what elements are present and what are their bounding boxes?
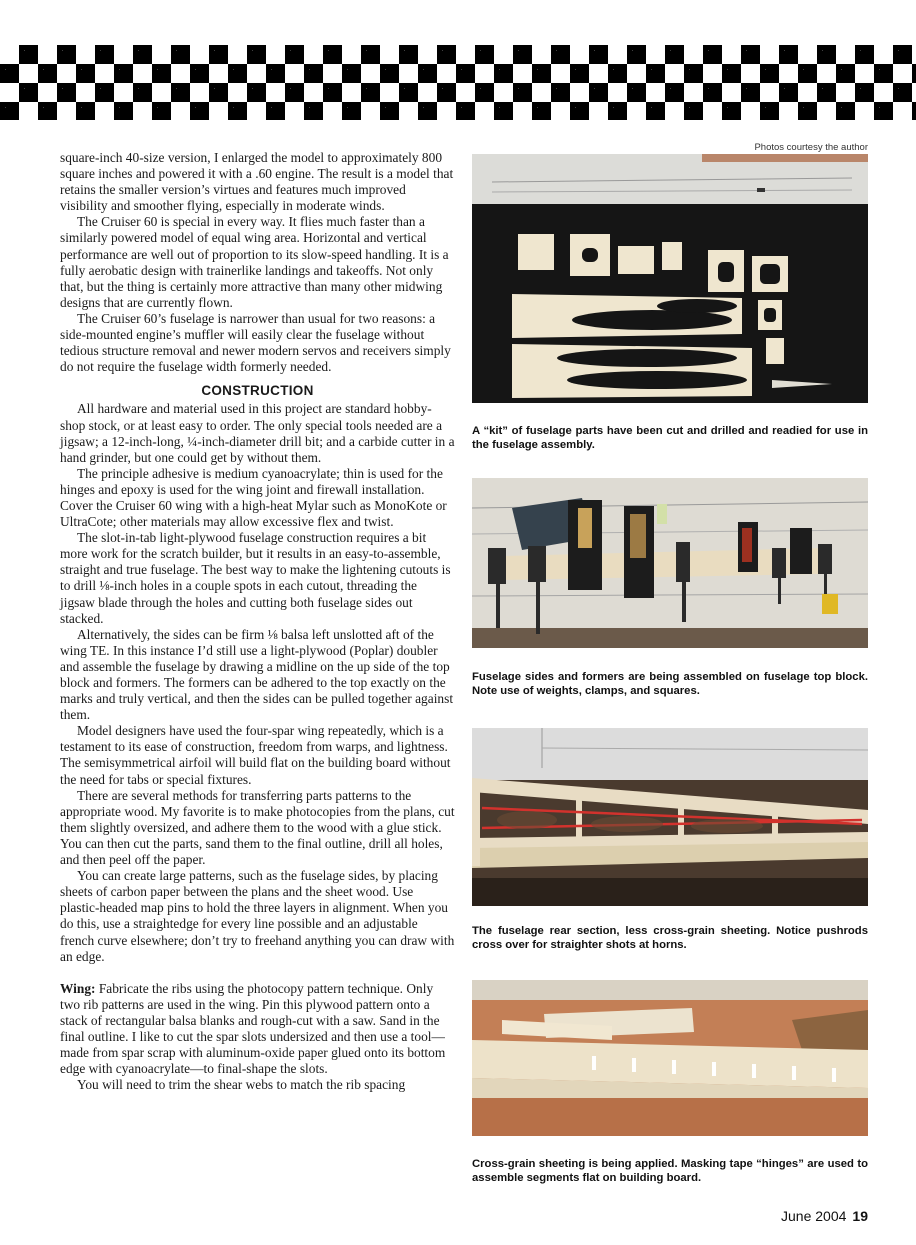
body-paragraph: Model designers have used the four-spar wing repeatedly, which is a testament to its ease of construction, freedom from warps, and lightness. The semisymmetrical airfoil will build flat on the building board without the need for tabs or special fixtures. <box>60 723 451 787</box>
photo-caption-3: The fuselage rear section, less cross-grain sheeting. Notice pushrods cross over for straighter shots at horns. <box>472 925 868 951</box>
article-body <box>60 150 455 1093</box>
photo-caption-2: Fuselage sides and formers are being assembled on fuselage top block. Note use of weights, clamps, and squares. <box>472 671 868 697</box>
photo-fuselage-assembly-image <box>472 478 868 648</box>
body-paragraph: The principle adhesive is medium cyanoacrylate; thin is used for the hinges and epoxy is used for the wing joint and firewall installation. Cover the Cruiser 60 wing with a high-heat Mylar such as MonoKote or UltraCote; other materials may allow excessive flex and twist. <box>60 465 447 530</box>
photo-fuselage-assembly <box>472 478 868 648</box>
body-paragraph: All hardware and material used in this project are standard hobby-shop stock, or at least easy to order. The only special tools needed are a jigsaw; a 12-inch-long, ¼-inch-diameter drill bit; and a carbide cutter in a hand grinder, but one could get by without them. <box>60 401 455 465</box>
body-paragraph: The slot-in-tab light-plywood fuselage construction requires a bit more work for the scratch builder, but it results in an easy-to-assemble, straight and true fuselage. The best way to make the lightening cutouts is to drill ⅛-inch holes in a couple spots in each cutout, threading the jigsaw blade through the holes and cutting both fuselage sides out stacked. <box>60 530 451 626</box>
page-number: 19 <box>852 1208 868 1224</box>
wing-label: Wing: <box>60 980 96 996</box>
page-footer <box>781 1208 868 1224</box>
body-paragraph: The Cruiser 60’s fuselage is narrower than usual for two reasons: a side-mounted engine’s muffler will easily clear the fuselage without tedious structure removal and newer modern servos and receivers simply do not require the fuselage width formerly needed. <box>60 310 451 375</box>
photo-fuselage-kit <box>472 154 868 403</box>
wing-paragraph <box>60 981 455 1078</box>
paragraph-gap <box>60 965 455 981</box>
body-paragraph: There are several methods for transferring parts patterns to the appropriate wood. My favorite is to make photocopies from the plans, cut them slightly oversized, and adhere them to the wood with a glue stick. You can then cut the parts, sand them to the final outline, drill all holes, and then peel off the paper. <box>60 787 455 868</box>
photo-cross-grain-sheeting-image <box>472 980 868 1136</box>
photo-fuselage-rear-image <box>472 728 868 906</box>
photo-caption-4: Cross-grain sheeting is being applied. Masking tape “hinges” are used to assemble segments flat on building board. <box>472 1158 868 1184</box>
photo-caption-1: A “kit” of fuselage parts have been cut and drilled and readied for use in the fuselage assembly. <box>472 425 868 451</box>
photo-fuselage-rear <box>472 728 868 906</box>
body-paragraph: Alternatively, the sides can be firm ⅛ balsa left unslotted aft of the wing TE. In this instance I’d still use a light-plywood (Poplar) doubler and assemble the fuselage by drawing a midline on the up side of the top block and formers. The formers can be adhered to the top exactly on the marks and truly vertical, and then the sides can be pulled together against them. <box>60 626 454 723</box>
section-heading: CONSTRUCTION <box>201 383 314 399</box>
photo-cross-grain-sheeting <box>472 980 868 1136</box>
photo-credit: Photos courtesy the author <box>754 142 868 153</box>
body-paragraph: You can create large patterns, such as the fuselage sides, by placing sheets of carbon paper between the plans and the sheet wood. Use plastic-headed map pins to hold the three layers in alignment. When you do this, use a straightedge for every line possible and an adjustable french curve elsewhere; don’t try to freehand anything you can draw with an edge. <box>60 868 455 964</box>
photo-fuselage-kit-image <box>472 154 868 403</box>
wing-text: Fabricate the ribs using the photocopy pattern technique. Only two rib patterns are used in the wing. Pin this plywood pattern onto a stack of rectangular balsa blanks and rough-cut with a saw. Sand in the final outline. I like to cut the spar slots undersized and then use a tool—made from spar scrap with aluminum-oxide paper glued onto its bottom edge with cyanoacrylate—to final-shape the slots. <box>60 980 446 1077</box>
checkered-banner <box>0 45 916 120</box>
body-paragraph: The Cruiser 60 is special in every way. It flies much faster than a similarly powered model of equal wing area. Horizontal and vertical performance are well out of proportion to its slow-speed handling. It is a fully aerobatic design with trainerlike landings and takeoffs. Not only that, but the thing is certainly more attractive than many other midwing designs that are currently flown. <box>60 214 449 310</box>
issue-date: June 2004 <box>781 1208 847 1224</box>
body-paragraph: square-inch 40-size version, I enlarged the model to approximately 800 square inches and powered it with a .60 engine. The result is a model that retains the smaller version’s virtues and features much improved visibility and smoother flying, especially in moderate winds. <box>60 150 454 214</box>
body-paragraph: You will need to trim the shear webs to match the rib spacing <box>77 1077 406 1093</box>
